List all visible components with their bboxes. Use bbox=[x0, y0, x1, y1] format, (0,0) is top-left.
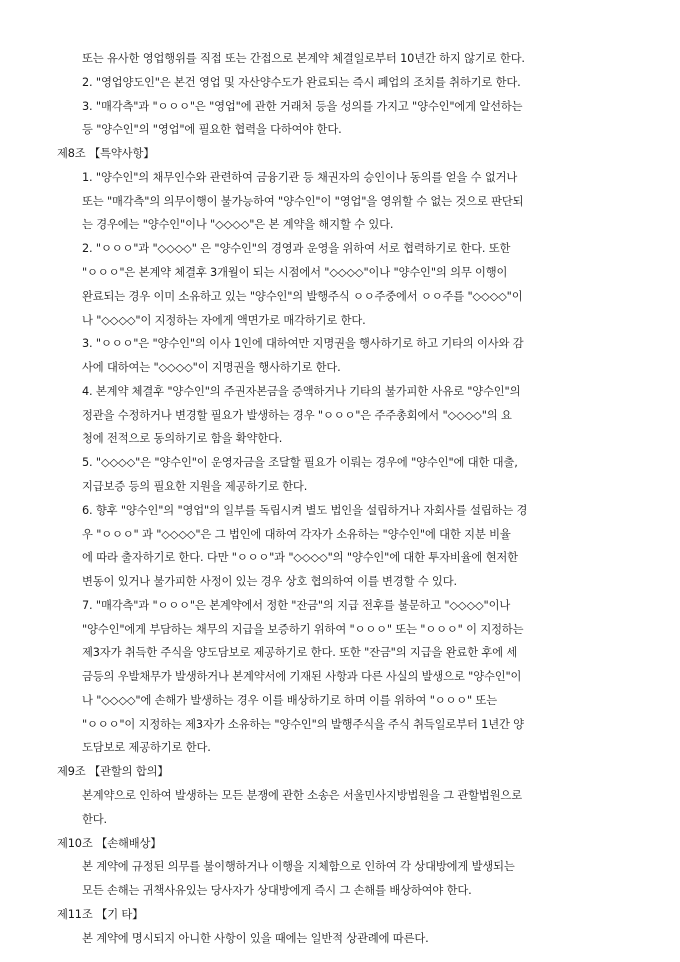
text-line: 에 따라 출자하기로 한다. 다만 "ㅇㅇㅇ"과 "◇◇◇◇"의 "양수인"에 대한 투자비율에 현저한 bbox=[82, 551, 518, 564]
text-line: 1. "양수인"의 채무인수와 관련하여 금융기관 등 채권자의 승인이나 동의를 얻을 수 없거나 bbox=[82, 171, 518, 184]
text-line: 모든 손해는 귀책사유있는 당사자가 상대방에게 즉시 그 손해를 배상하여야 한다. bbox=[82, 884, 472, 897]
text-line: 지급보증 등의 필요한 지원을 제공하기로 한다. bbox=[82, 480, 308, 493]
text-line: 청에 전적으로 동의하기로 함을 확약한다. bbox=[82, 432, 283, 445]
text-line: 도담보로 제공하기로 한다. bbox=[82, 741, 211, 754]
text-line: "ㅇㅇㅇ"은 본계약 체결후 3개월이 되는 시점에서 "◇◇◇◇"이나 "양수인"의 의무 이행이 bbox=[82, 266, 508, 279]
text-line: 사에 대하여는 "◇◇◇◇"이 지명권을 행사하기로 한다. bbox=[82, 361, 341, 374]
article-11-heading: 제11조 【기 타】 bbox=[57, 908, 144, 921]
text-line: 또는 유사한 영업행위를 직접 또는 간접으로 본계약 체결일로부터 10년간 하지 않기로 한다. bbox=[82, 52, 525, 65]
text-line: "ㅇㅇㅇ"이 지정하는 제3자가 소유하는 "양수인"의 발행주식을 주식 취득일로부터 1년간 양 bbox=[82, 718, 524, 731]
text-line: 등 "양수인"의 "영업"에 필요한 협력을 다하여야 한다. bbox=[82, 123, 342, 136]
text-line: 7. "매각측"과 "ㅇㅇㅇ"은 본계약에서 정한 "잔금"의 지급 전후를 불문하고 "◇◇◇◇"이나 bbox=[82, 599, 511, 612]
text-line: 우 "ㅇㅇㅇ" 과 "◇◇◇◇"은 그 법인에 대하여 각자가 소유하는 "양수인"에 대한 지분 비율 bbox=[82, 528, 511, 541]
text-line: "양수인"에게 부담하는 채무의 지급을 보증하기 위하여 "ㅇㅇㅇ" 또는 "ㅇㅇㅇ" 이 지정하는 bbox=[82, 623, 524, 636]
text-line: 본 계약에 명시되지 아니한 사항이 있을 때에는 일반적 상관례에 따른다. bbox=[82, 932, 429, 945]
text-line: 나 "◇◇◇◇"이 지정하는 자에게 액면가로 매각하기로 한다. bbox=[82, 314, 366, 327]
text-line: 나 "◇◇◇◇"에 손해가 발생하는 경우 이를 배상하기로 하며 이를 위하여 "ㅇㅇㅇ" 또는 bbox=[82, 694, 498, 707]
text-line: 본 계약에 규정된 의무를 불이행하거나 이행을 지체함으로 인하여 각 상대방에게 발생되는 bbox=[82, 860, 515, 873]
text-line: 6. 향후 "양수인"의 "영업"의 일부를 독립시켜 별도 법인을 설립하거나 자회사를 설립하는 경 bbox=[82, 504, 528, 517]
text-line: 3. "ㅇㅇㅇ"은 "양수인"의 이사 1인에 대하여만 지명권을 행사하기로 하고 기타의 이사와 감 bbox=[82, 337, 524, 350]
text-line: 2. "ㅇㅇㅇ"과 "◇◇◇◇" 은 "양수인"의 경영과 운영을 위하여 서로 협력하기로 한다. 또한 bbox=[82, 242, 511, 255]
text-line: 제3자가 취득한 주식을 양도담보로 제공하기로 한다. 또한 "잔금"의 지급을 완료한 후에 세 bbox=[82, 646, 518, 659]
text-line: 본계약으로 인하여 발생하는 모든 분쟁에 관한 소송은 서울민사지방법원을 그 관할법원으로 bbox=[82, 789, 522, 802]
article-9-heading: 제9조 【관할의 합의】 bbox=[57, 765, 169, 778]
text-line: 2. "영업양도인"은 본건 영업 및 자산양수도가 완료되는 즉시 폐업의 조치를 취하기로 한다. bbox=[82, 76, 521, 89]
text-line: 또는 "매각측"의 의무이행이 불가능하여 "양수인"이 "영업"을 영위할 수 없는 것으로 판단되 bbox=[82, 195, 524, 208]
article-8-heading: 제8조 【특약사항】 bbox=[57, 147, 155, 160]
text-line: 4. 본계약 체결후 "양수인"의 주권자본금을 증액하거나 기타의 불가피한 사유로 "양수인"의 bbox=[82, 385, 521, 398]
text-line: 변동이 있거나 불가피한 사정이 있는 경우 상호 협의하여 이를 변경할 수 있다. bbox=[82, 575, 457, 588]
text-line: 는 경우에는 "양수인"이나 "◇◇◇◇"은 본 계약을 해지할 수 있다. bbox=[82, 218, 394, 231]
text-line: 완료되는 경우 이미 소유하고 있는 "양수인"의 발행주식 ㅇㅇ주중에서 ㅇㅇ주를 "◇◇◇◇"이 bbox=[82, 290, 523, 303]
article-10-heading: 제10조 【손해배상】 bbox=[57, 837, 162, 850]
text-line: 한다. bbox=[82, 813, 107, 826]
text-line: 금등의 우발채무가 발생하거나 본계약서에 기재된 사항과 다른 사실의 발생으로 "양수인"이 bbox=[82, 670, 522, 683]
text-line: 5. "◇◇◇◇"은 "양수인"이 운영자금을 조달할 필요가 이뤄는 경우에 "양수인"에 대한 대출, bbox=[82, 456, 518, 469]
text-line: 정관을 수정하거나 변경할 필요가 발생하는 경우 "ㅇㅇㅇ"은 주주총회에서 "◇◇◇◇"의 요 bbox=[82, 409, 512, 422]
text-line: 3. "매각측"과 "ㅇㅇㅇ"은 "영업"에 관한 거래처 등을 성의를 가지고 "양수인"에게 알선하는 bbox=[82, 100, 523, 113]
